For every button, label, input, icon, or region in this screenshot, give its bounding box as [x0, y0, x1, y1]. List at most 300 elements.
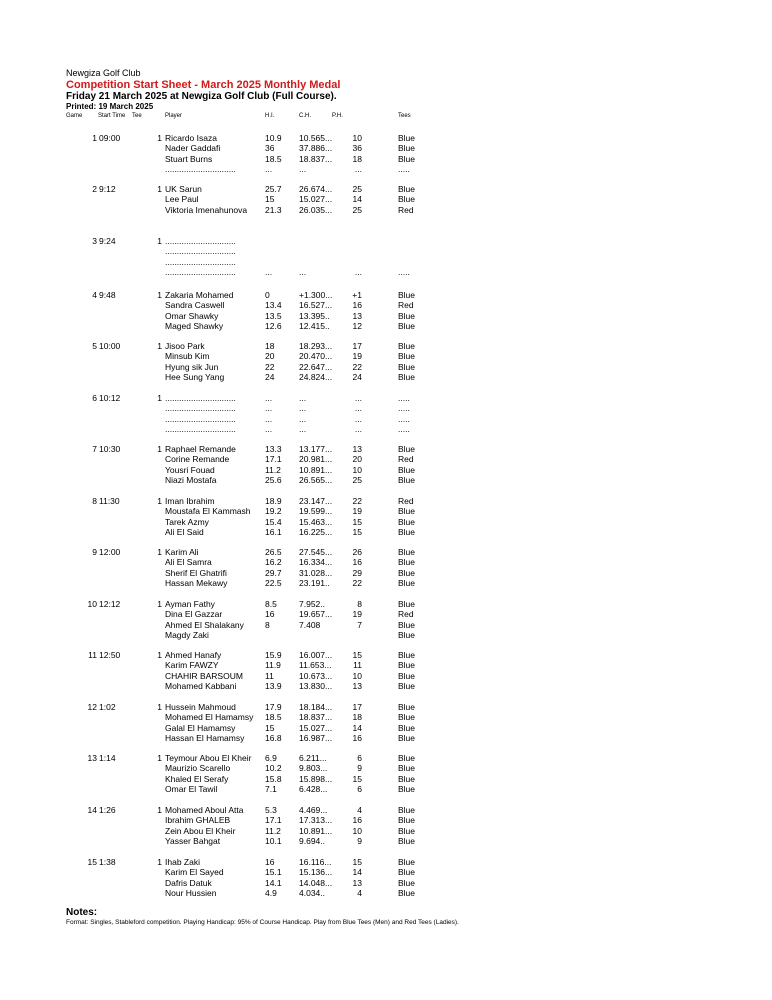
tee-colour: Blue — [398, 826, 416, 836]
game-number: 2 — [92, 184, 97, 194]
playing-handicap: 9 — [357, 836, 362, 846]
handicap-index: 13.4 — [265, 300, 282, 310]
handicap-index: ... — [265, 414, 273, 424]
handicap-index: 10.1 — [265, 836, 282, 846]
course-handicap: 20.981... — [299, 454, 333, 464]
player-name: Nour Hussien — [165, 888, 217, 898]
handicap-index: 4.9 — [265, 888, 277, 898]
handicap-index: 0 — [265, 290, 270, 300]
player-name: Tarek Azmy — [165, 517, 209, 527]
tee-colour: Blue — [398, 341, 416, 351]
tee-colour: Blue — [398, 547, 416, 557]
playing-handicap: 29 — [352, 568, 362, 578]
player-name: Iman Ibrahim — [165, 496, 215, 506]
course-handicap: 16.007... — [299, 650, 333, 660]
course-handicap: 20.470... — [299, 351, 333, 361]
playing-handicap: ... — [354, 164, 362, 174]
course-handicap: 10.891... — [299, 826, 333, 836]
course-handicap: 16.527... — [299, 300, 333, 310]
column-header-ph: P.H. — [332, 113, 343, 119]
player-name: Sandra Caswell — [165, 300, 225, 310]
handicap-index: ... — [265, 393, 273, 403]
start-time: 1:02 — [99, 702, 116, 712]
player-name: .............................. — [165, 246, 236, 256]
handicap-index: 16.8 — [265, 733, 282, 743]
tee-number: 1 — [157, 236, 162, 246]
player-name: Karim Ali — [165, 547, 199, 557]
handicap-index: 18.5 — [265, 154, 282, 164]
player-name: Zein Abou El Kheir — [165, 826, 236, 836]
handicap-index: 25.7 — [265, 184, 282, 194]
playing-handicap: 14 — [352, 867, 362, 877]
player-name: Magdy Zaki — [165, 630, 209, 640]
course-handicap: 11.653... — [299, 660, 332, 670]
game-number: 5 — [92, 341, 97, 351]
tee-colour: Blue — [398, 506, 416, 516]
course-handicap: 16.225... — [299, 527, 333, 537]
tee-colour: Blue — [398, 351, 416, 361]
tee-colour: ..... — [398, 267, 410, 277]
course-handicap: 6.428... — [299, 784, 328, 794]
course-handicap: 16.987... — [299, 733, 333, 743]
tee-colour: Blue — [398, 753, 416, 763]
playing-handicap: 10 — [352, 826, 362, 836]
tee-number: 1 — [157, 650, 162, 660]
tee-number: 1 — [157, 599, 162, 609]
course-handicap: 15.027... — [299, 723, 333, 733]
playing-handicap: 25 — [352, 205, 362, 215]
start-time: 9:24 — [99, 236, 116, 246]
start-time: 10:12 — [99, 393, 121, 403]
tee-colour: Blue — [398, 857, 416, 867]
player-name: Stuart Burns — [165, 154, 213, 164]
course-handicap: 4.469... — [299, 805, 328, 815]
playing-handicap: 4 — [357, 805, 362, 815]
player-name: Ricardo Isaza — [165, 133, 217, 143]
playing-handicap: 15 — [352, 517, 362, 527]
playing-handicap: 6 — [357, 753, 362, 763]
player-name: Ayman Fathy — [165, 599, 215, 609]
player-name: Hassan Mekawy — [165, 578, 228, 588]
playing-handicap: 19 — [352, 609, 362, 619]
player-name: Hassan El Hamamsy — [165, 733, 245, 743]
tee-colour: Blue — [398, 620, 416, 630]
tee-number: 1 — [157, 290, 162, 300]
player-name: Mohamed Aboul Atta — [165, 805, 244, 815]
handicap-index: 6.9 — [265, 753, 277, 763]
handicap-index: 15 — [265, 194, 275, 204]
player-name: .............................. — [165, 257, 236, 267]
tee-colour: Blue — [398, 444, 416, 454]
playing-handicap: 20 — [352, 454, 362, 464]
tee-colour: Blue — [398, 650, 416, 660]
course-handicap: ... — [299, 267, 307, 277]
playing-handicap: 11 — [353, 660, 362, 670]
course-handicap: 26.674... — [299, 184, 333, 194]
handicap-index: 8.5 — [265, 599, 277, 609]
tee-number: 1 — [157, 753, 162, 763]
tee-colour: Blue — [398, 527, 416, 537]
tee-colour: Blue — [398, 774, 416, 784]
course-handicap: 27.545... — [299, 547, 333, 557]
start-time: 9:12 — [99, 184, 116, 194]
course-handicap: 4.034.. — [299, 888, 325, 898]
tee-colour: Blue — [398, 321, 416, 331]
player-name: Jisoo Park — [165, 341, 205, 351]
course-handicap: +1.300... — [299, 290, 333, 300]
tee-number: 1 — [157, 702, 162, 712]
handicap-index: 21.3 — [265, 205, 282, 215]
start-time: 9:48 — [99, 290, 116, 300]
playing-handicap: ... — [354, 267, 362, 277]
tee-colour: Red — [398, 300, 414, 310]
course-handicap: 18.837... — [299, 712, 333, 722]
tee-colour: ..... — [398, 164, 410, 174]
handicap-index: 16.1 — [265, 527, 282, 537]
player-name: CHAHIR BARSOUM — [165, 671, 243, 681]
tee-colour: Blue — [398, 372, 416, 382]
tee-number: 1 — [157, 444, 162, 454]
player-name: Sherif El Ghatrifi — [165, 568, 227, 578]
game-number: 15 — [87, 857, 97, 867]
playing-handicap: 19 — [352, 351, 362, 361]
start-time: 1:38 — [99, 857, 116, 867]
tee-colour: ..... — [398, 403, 410, 413]
player-name: UK Sarun — [165, 184, 202, 194]
handicap-index: 20 — [265, 351, 275, 361]
handicap-index: 22.5 — [265, 578, 282, 588]
handicap-index: 18.5 — [265, 712, 282, 722]
course-handicap: 26.565... — [299, 475, 333, 485]
player-name: Zakaria Mohamed — [165, 290, 234, 300]
player-name: Ahmed Hanafy — [165, 650, 222, 660]
start-time: 10:30 — [99, 444, 121, 454]
handicap-index: 11.9 — [265, 660, 281, 670]
playing-handicap: 16 — [352, 300, 362, 310]
course-handicap: 18.184... — [299, 702, 333, 712]
handicap-index: 14.1 — [265, 878, 282, 888]
course-handicap: 15.027... — [299, 194, 333, 204]
tee-number: 1 — [157, 341, 162, 351]
playing-handicap: 15 — [352, 857, 362, 867]
playing-handicap: ... — [354, 393, 362, 403]
playing-handicap: 22 — [352, 362, 362, 372]
player-name: Khaled El Serafy — [165, 774, 229, 784]
tee-number: 1 — [157, 393, 162, 403]
playing-handicap: 26 — [352, 547, 362, 557]
player-name: .............................. — [165, 403, 236, 413]
player-name: Karim FAWZY — [165, 660, 219, 670]
handicap-index: 10.2 — [265, 763, 282, 773]
handicap-index: 26.5 — [265, 547, 282, 557]
course-handicap: 31.028... — [299, 568, 333, 578]
tee-colour: Blue — [398, 878, 416, 888]
start-time: 1:14 — [99, 753, 116, 763]
tee-colour: Blue — [398, 290, 416, 300]
handicap-index: 11 — [265, 671, 274, 681]
handicap-index: 5.3 — [265, 805, 277, 815]
player-name: Hee Sung Yang — [165, 372, 225, 382]
handicap-index: 19.2 — [265, 506, 282, 516]
playing-handicap: 25 — [352, 184, 362, 194]
handicap-index: 17.9 — [265, 702, 282, 712]
player-name: Nader Gaddafi — [165, 143, 221, 153]
tee-number: 1 — [157, 805, 162, 815]
player-name: Karim El Sayed — [165, 867, 224, 877]
tee-colour: Blue — [398, 578, 416, 588]
handicap-index: 18.9 — [265, 496, 282, 506]
playing-handicap: 6 — [357, 784, 362, 794]
player-name: Omar Shawky — [165, 311, 219, 321]
playing-handicap: 9 — [357, 763, 362, 773]
course-handicap: 6.211... — [299, 753, 327, 763]
handicap-index: 7.1 — [265, 784, 277, 794]
tee-colour: Blue — [398, 184, 416, 194]
column-header-hi: H.I. — [265, 113, 275, 119]
player-name: Ahmed El Shalakany — [165, 620, 244, 630]
player-name: .............................. — [165, 164, 236, 174]
handicap-index: 22 — [265, 362, 275, 372]
playing-handicap: 12 — [352, 321, 362, 331]
column-header-tee: Tee — [132, 113, 142, 119]
column-header-tees: Tees — [398, 113, 411, 119]
handicap-index: 25.6 — [265, 475, 282, 485]
tee-colour: Blue — [398, 712, 416, 722]
course-handicap: 17.313... — [299, 815, 333, 825]
playing-handicap: 15 — [352, 527, 362, 537]
handicap-index: 8 — [265, 620, 270, 630]
tee-colour: Blue — [398, 557, 416, 567]
player-name: .............................. — [165, 393, 236, 403]
player-name: Teymour Abou El Kheir — [165, 753, 252, 763]
course-handicap: 23.147... — [299, 496, 333, 506]
handicap-index: 11.2 — [265, 826, 281, 836]
sheet-subtitle: Friday 21 March 2025 at Newgiza Golf Club (Full Course). — [66, 91, 337, 102]
handicap-index: 15.8 — [265, 774, 282, 784]
course-handicap: 26.035... — [299, 205, 333, 215]
handicap-index: ... — [265, 424, 273, 434]
start-time: 12:00 — [99, 547, 121, 557]
handicap-index: 13.9 — [265, 681, 282, 691]
player-name: Galal El Hamamsy — [165, 723, 236, 733]
tee-colour: ..... — [398, 393, 410, 403]
course-handicap: 12.415.. — [299, 321, 330, 331]
tee-colour: Blue — [398, 599, 416, 609]
player-name: Maurizio Scarello — [165, 763, 231, 773]
game-number: 4 — [92, 290, 97, 300]
tee-colour: Blue — [398, 133, 416, 143]
game-number: 9 — [92, 547, 97, 557]
tee-colour: Blue — [398, 733, 416, 743]
player-name: Yasser Bahgat — [165, 836, 221, 846]
course-handicap: 13.177... — [299, 444, 333, 454]
tee-colour: Blue — [398, 681, 416, 691]
player-name: Dina El Gazzar — [165, 609, 223, 619]
handicap-index: 17.1 — [265, 815, 282, 825]
course-handicap: 9.694.. — [299, 836, 325, 846]
tee-number: 1 — [157, 496, 162, 506]
tee-number: 1 — [157, 547, 162, 557]
tee-number: 1 — [157, 184, 162, 194]
game-number: 1 — [92, 133, 97, 143]
course-handicap: ... — [299, 393, 307, 403]
course-handicap: 16.116... — [299, 857, 332, 867]
player-name: .............................. — [165, 236, 236, 246]
playing-handicap: 16 — [352, 815, 362, 825]
handicap-index: 12.6 — [265, 321, 282, 331]
playing-handicap: 13 — [352, 681, 362, 691]
playing-handicap: 19 — [352, 506, 362, 516]
playing-handicap: 7 — [357, 620, 362, 630]
tee-colour: Blue — [398, 194, 416, 204]
course-handicap: 15.898... — [299, 774, 333, 784]
course-handicap: 15.136... — [299, 867, 333, 877]
tee-colour: Blue — [398, 888, 416, 898]
playing-handicap: 13 — [352, 311, 362, 321]
player-name: Corine Remande — [165, 454, 230, 464]
playing-handicap: 17 — [352, 341, 362, 351]
playing-handicap: 10 — [352, 671, 362, 681]
player-name: Moustafa El Kammash — [165, 506, 251, 516]
tee-colour: Blue — [398, 805, 416, 815]
game-number: 10 — [87, 599, 97, 609]
playing-handicap: 8 — [357, 599, 362, 609]
start-time: 12:50 — [99, 650, 121, 660]
playing-handicap: 10 — [352, 465, 362, 475]
course-handicap: 7.952.. — [299, 599, 325, 609]
handicap-index: 17.1 — [265, 454, 282, 464]
playing-handicap: 15 — [352, 774, 362, 784]
player-name: Lee Paul — [165, 194, 199, 204]
player-name: Omar El Tawil — [165, 784, 218, 794]
playing-handicap: ... — [354, 424, 362, 434]
course-handicap: 19.599... — [299, 506, 333, 516]
tee-number: 1 — [157, 133, 162, 143]
player-name: Mohamed Kabbani — [165, 681, 237, 691]
tee-colour: Red — [398, 205, 414, 215]
player-name: Ali El Said — [165, 527, 204, 537]
start-time: 1:26 — [99, 805, 116, 815]
game-number: 11 — [88, 650, 97, 660]
playing-handicap: 25 — [352, 475, 362, 485]
playing-handicap: 14 — [352, 194, 362, 204]
tee-colour: Blue — [398, 143, 416, 153]
tee-colour: Blue — [398, 763, 416, 773]
playing-handicap: 13 — [352, 444, 362, 454]
tee-colour: Blue — [398, 465, 416, 475]
tee-colour: Red — [398, 454, 414, 464]
column-header-game: Game — [66, 113, 83, 119]
player-name: Ibrahim GHALEB — [165, 815, 231, 825]
playing-handicap: 36 — [352, 143, 362, 153]
course-handicap: 22.647... — [299, 362, 333, 372]
player-name: Raphael Remande — [165, 444, 236, 454]
course-handicap: 13.395.. — [299, 311, 330, 321]
tee-colour: Blue — [398, 362, 416, 372]
playing-handicap: 16 — [352, 733, 362, 743]
game-number: 6 — [92, 393, 97, 403]
handicap-index: 16 — [265, 857, 275, 867]
game-number: 12 — [87, 702, 97, 712]
player-name: Yousri Fouad — [165, 465, 215, 475]
playing-handicap: 17 — [352, 702, 362, 712]
printed-date: Printed: 19 March 2025 — [66, 102, 154, 111]
playing-handicap: 24 — [352, 372, 362, 382]
column-header-start-time: Start Time — [98, 113, 126, 119]
course-handicap: ... — [299, 424, 307, 434]
player-name: Hyung sik Jun — [165, 362, 219, 372]
start-time: 10:00 — [99, 341, 121, 351]
handicap-index: 18 — [265, 341, 275, 351]
tee-colour: Red — [398, 609, 414, 619]
tee-colour: Blue — [398, 671, 416, 681]
course-handicap: 15.463... — [299, 517, 333, 527]
player-name: Minsub Kim — [165, 351, 210, 361]
tee-colour: Blue — [398, 867, 416, 877]
handicap-index: 16.2 — [265, 557, 282, 567]
handicap-index: 29.7 — [265, 568, 282, 578]
player-name: Ali El Samra — [165, 557, 212, 567]
course-handicap: 10.891... — [299, 465, 333, 475]
course-handicap: 18.837... — [299, 154, 333, 164]
tee-colour: Blue — [398, 815, 416, 825]
course-handicap: 9.803... — [299, 763, 328, 773]
handicap-index: ... — [265, 403, 273, 413]
handicap-index: 16 — [265, 609, 275, 619]
course-handicap: 16.334... — [299, 557, 333, 567]
course-handicap: 23.191.. — [299, 578, 330, 588]
player-name: Dafris Datuk — [165, 878, 212, 888]
column-header-player: Player — [165, 113, 183, 119]
playing-handicap: ... — [354, 403, 362, 413]
playing-handicap: 10 — [352, 133, 362, 143]
tee-colour: Blue — [398, 660, 416, 670]
sheet-title: Competition Start Sheet - March 2025 Monthly Medal — [66, 79, 341, 91]
course-handicap: 19.657... — [299, 609, 333, 619]
start-time: 12:12 — [99, 599, 121, 609]
player-name: .............................. — [165, 424, 236, 434]
player-name: Mohamed El Hamamsy — [165, 712, 254, 722]
player-name: Hussein Mahmoud — [165, 702, 236, 712]
game-number: 8 — [92, 496, 97, 506]
player-name: Viktoria Imenahunova — [165, 205, 248, 215]
playing-handicap: ... — [354, 414, 362, 424]
playing-handicap: 16 — [352, 557, 362, 567]
course-handicap: 24.824... — [299, 372, 333, 382]
tee-colour: Blue — [398, 154, 416, 164]
playing-handicap: 4 — [357, 888, 362, 898]
player-name: Ihab Zaki — [165, 857, 200, 867]
tee-colour: Blue — [398, 311, 416, 321]
handicap-index: 15.9 — [265, 650, 282, 660]
playing-handicap: 14 — [352, 723, 362, 733]
handicap-index: 15 — [265, 723, 275, 733]
column-header-ch: C.H. — [299, 113, 311, 119]
game-number: 13 — [87, 753, 97, 763]
notes-text: Format: Singles, Stableford competition. Playing Handicap: 95% of Course Handicap. Play from Blue Tees (Men) and Red Tees (Ladies). — [66, 919, 459, 926]
playing-handicap: 13 — [352, 878, 362, 888]
tee-colour: ..... — [398, 414, 410, 424]
playing-handicap: 18 — [352, 712, 362, 722]
tee-colour: Blue — [398, 723, 416, 733]
course-handicap: 10.673... — [299, 671, 333, 681]
course-handicap: 14.048... — [299, 878, 333, 888]
handicap-index: 13.5 — [265, 311, 282, 321]
tee-number: 1 — [157, 857, 162, 867]
club-name: Newgiza Golf Club — [66, 68, 141, 78]
playing-handicap: 18 — [352, 154, 362, 164]
game-number: 3 — [92, 236, 97, 246]
